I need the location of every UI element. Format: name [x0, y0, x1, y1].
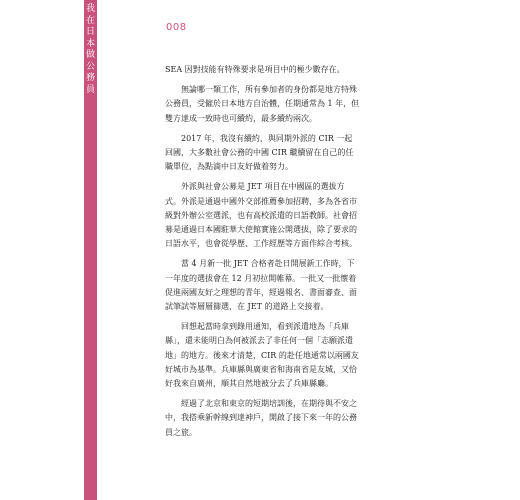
- paragraph: 回想起當時拿到錄用通知，看到派遣地為「兵庫縣」，還未能明白為何被派去了非任何一個「志願派遣地」的地方。後來才清楚，CIR 的赴任地通常以兩國友好城市為基準。兵庫縣與廣東省和海南省是友城，又恰好我來自廣州，順其自然地被分去了兵庫縣廳。: [165, 322, 359, 389]
- paragraph: 無論哪一類工作，所有參加者的身份都是地方特殊公務員，受僱於日本地方自治體，任期通常為 1 年，但雙方達成一致時也可續約，最多續約兩次。: [165, 85, 360, 123]
- paragraph: 2017 年，我沒有續約，與同期外派的 CIR 一起回國，大多數社會公務的中國 CIR 繼續留在自己的任職單位，為點滴中日友好做着努力。: [165, 133, 354, 172]
- paragraph: 外派與社會公募是 JET 項目在中國區的選拔方式。外派是通過中國外交部推薦參加招聘，多為各省市級對外辦公室選派，也有高校派遣的日語教師。社會招募是通過日本國駐華大使館實施公開選拔，除了要求的日語水平，也會從學歷、工作經歷等方面作綜合考核。: [165, 182, 357, 249]
- body-text: [165, 63, 360, 446]
- paragraph: 當 4 月新一批 JET 合格者赴日開展新工作時，下一年度的選拔會在 12 月初拉開帷幕。一批又一批懷着促進兩國友好之理想的青年，經過報名、書面審查、面試筆試等層層篩選，在 JET 的道路上交接着。: [165, 259, 357, 312]
- paragraph: 經過了北京和東京的短期培訓後，在期待與不安之中，我搭乘新幹線到達神戶，開啟了接下來一年的公務員之旅。: [165, 399, 357, 437]
- page-number: 008: [166, 22, 187, 33]
- paragraph: SEA 因對技能有特殊要求是項目中的極少數存在。: [165, 65, 345, 74]
- book-title-vertical: 我在日本做公務員: [85, 4, 95, 95]
